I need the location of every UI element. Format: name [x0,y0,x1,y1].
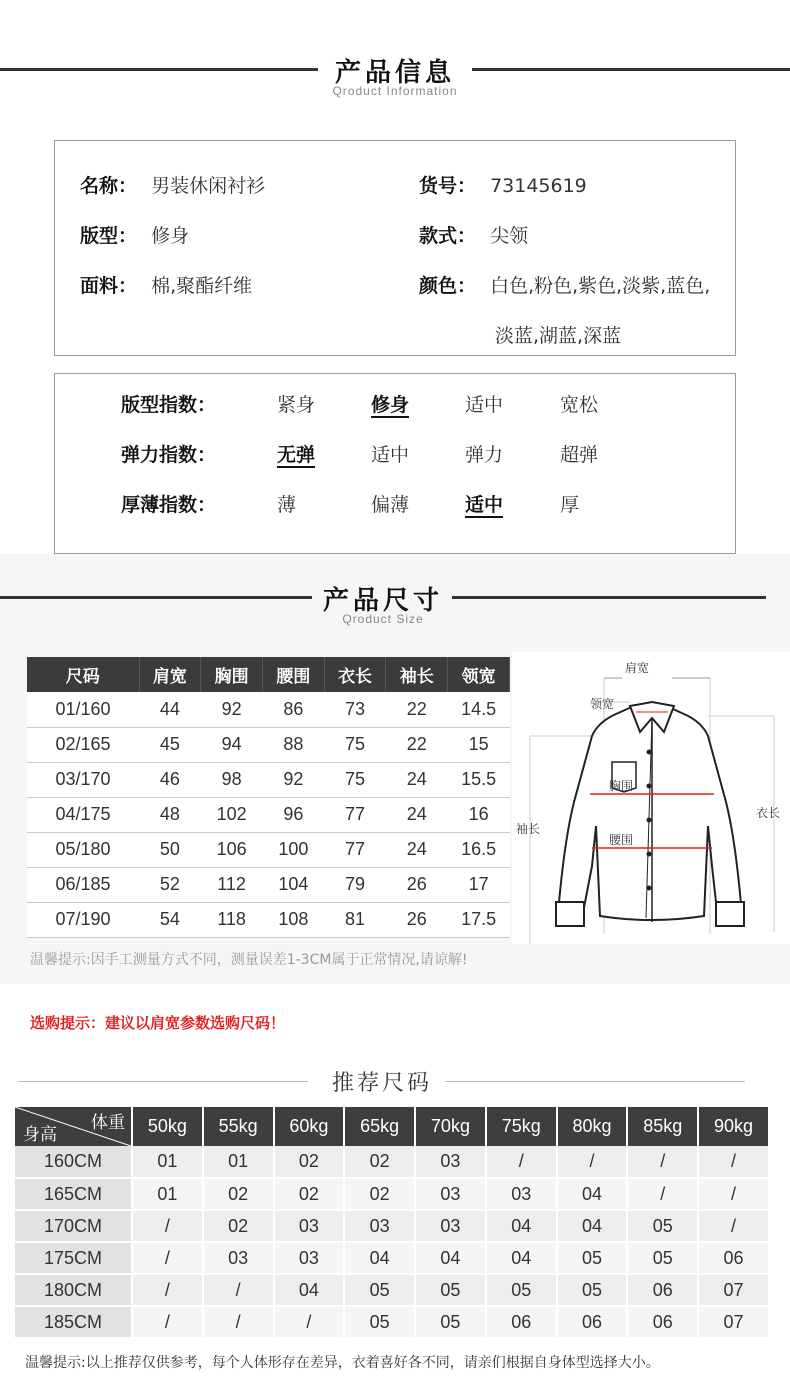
size-table-cell: 98 [201,762,263,797]
size-table-cell: 22 [386,727,448,762]
fit-option-4: 宽松 [560,394,599,416]
fit-key: 版型： [80,225,138,247]
size-table-cell: 118 [201,902,263,937]
rec-size-cell: 04 [415,1242,486,1274]
measurement-note: 温馨提示:因手工测量方式不同，测量误差1-3CM属于正常情况,请谅解! [30,952,468,968]
rec-size-cell: 05 [557,1242,628,1274]
size-col-header: 尺码 [27,657,139,692]
size-table-header-row [27,657,510,692]
size-table-cell: 54 [139,902,201,937]
recommend-table [15,1107,770,1339]
size-table-cell: 52 [139,867,201,902]
fit-index-label: 版型指数： [121,394,217,416]
thickness-option-3: 适中 [465,494,504,516]
size-table-row [27,902,510,937]
size-table-cell: 77 [324,797,386,832]
size-table-cell: 16.5 [448,832,510,867]
size-table-cell: 48 [139,797,201,832]
rec-height-cell: 180CM [15,1274,132,1306]
rec-size-cell: 03 [415,1146,486,1178]
size-table-cell: 17 [448,867,510,902]
fit-option-1: 紧身 [277,394,316,416]
stretch-option-2: 适中 [371,444,410,466]
rec-size-cell: / [698,1146,769,1178]
rec-table-body [15,1146,769,1338]
rec-size-cell: 06 [486,1306,557,1338]
fit-index-box [54,373,736,554]
rec-weight-header: 60kg [274,1107,345,1146]
size-col-header: 领宽 [448,657,510,692]
rec-table-row [15,1210,769,1242]
size-table-cell: 46 [139,762,201,797]
rec-height-cell: 185CM [15,1306,132,1338]
size-table-row [27,762,510,797]
rec-size-cell: / [557,1146,628,1178]
diagram-label-sleeve: 袖长 [516,822,541,836]
rec-size-cell: 02 [344,1178,415,1210]
size-table-cell: 88 [262,727,324,762]
fabric-key: 面料： [80,275,138,297]
size-col-header: 衣长 [324,657,386,692]
thickness-option-1: 薄 [277,494,297,516]
rec-size-cell: 01 [132,1178,203,1210]
thickness-option-2: 偏薄 [371,494,410,516]
rec-table-header-row [15,1107,769,1146]
style-key: 款式： [419,225,477,247]
rec-weight-header: 65kg [344,1107,415,1146]
size-table-cell: 75 [324,762,386,797]
rec-size-cell: / [627,1146,698,1178]
shirt-illustration [512,652,790,944]
rec-height-cell: 175CM [15,1242,132,1274]
rec-weight-header: 55kg [203,1107,274,1146]
stretch-option-4: 超弹 [560,444,599,466]
size-table-cell: 24 [386,762,448,797]
rec-section-header [0,1064,790,1100]
rec-size-cell: 04 [486,1210,557,1242]
rec-size-cell: 03 [274,1210,345,1242]
size-table-cell: 108 [262,902,324,937]
stretch-option-1: 无弹 [277,444,316,466]
size-table-cell: 01/160 [27,692,139,727]
size-col-header: 袖长 [386,657,448,692]
size-table-cell: 79 [324,867,386,902]
fit-value: 修身 [151,225,190,247]
size-section-header [0,578,790,628]
rec-height-cell: 170CM [15,1210,132,1242]
color-value-line2: 淡蓝,湖蓝,深蓝 [495,325,622,347]
rec-size-cell: 05 [557,1274,628,1306]
size-table-row [27,797,510,832]
thickness-index-label: 厚薄指数： [121,494,217,516]
size-col-header: 腰围 [262,657,324,692]
size-table-cell: 02/165 [27,727,139,762]
shirt-diagram [512,652,790,944]
size-table-cell: 81 [324,902,386,937]
size-table-cell: 75 [324,727,386,762]
rec-size-cell: 03 [274,1242,345,1274]
rec-corner-weight: 体重 [91,1113,125,1132]
rec-size-cell: / [203,1274,274,1306]
size-table-cell: 04/175 [27,797,139,832]
size-table-cell: 17.5 [448,902,510,937]
info-section-title: 产品信息 [334,58,455,88]
rec-size-cell: 03 [344,1210,415,1242]
size-table-cell: 24 [386,832,448,867]
style-value: 尖领 [490,225,529,247]
rec-size-cell: 01 [132,1146,203,1178]
info-section-header [0,50,790,100]
size-table-row [27,692,510,727]
size-col-header: 胸围 [201,657,263,692]
rec-size-cell: 03 [415,1178,486,1210]
size-table-cell: 22 [386,692,448,727]
size-table-cell: 112 [201,867,263,902]
size-table-cell: 15 [448,727,510,762]
rec-size-cell: 02 [344,1146,415,1178]
size-table-cell: 26 [386,867,448,902]
rec-size-cell: / [274,1306,345,1338]
rec-corner-cell [15,1107,132,1146]
rec-size-cell: 04 [274,1274,345,1306]
rec-size-cell: 04 [557,1178,628,1210]
size-table-row [27,832,510,867]
diagram-label-length: 衣长 [756,806,781,820]
diagram-label-waist: 腰围 [609,833,634,847]
rec-size-cell: / [132,1242,203,1274]
purchase-advice: 选购提示：建议以肩宽参数选购尺码！ [30,1014,286,1032]
rec-size-cell: / [486,1146,557,1178]
size-section-subtitle: Qroduct Size [342,612,424,626]
rec-size-cell: 05 [344,1306,415,1338]
fabric-value: 棉,聚酯纤维 [151,275,253,297]
fit-option-2: 修身 [371,394,410,416]
rec-size-cell: 03 [415,1210,486,1242]
size-table-cell: 44 [139,692,201,727]
size-table-cell: 24 [386,797,448,832]
size-table-cell: 104 [262,867,324,902]
rec-size-cell: 05 [627,1210,698,1242]
size-table-cell: 92 [201,692,263,727]
rec-size-cell: 02 [203,1178,274,1210]
rec-table-row [15,1146,769,1178]
size-table-cell: 77 [324,832,386,867]
product-info-box [54,140,736,356]
rec-size-cell: 05 [415,1274,486,1306]
size-table-cell: 100 [262,832,324,867]
rec-size-cell: 06 [627,1274,698,1306]
size-table-row [27,867,510,902]
rec-size-cell: 02 [203,1210,274,1242]
rec-size-cell: 07 [698,1306,769,1338]
diagram-label-shoulder: 肩宽 [625,661,650,675]
rec-weight-header: 90kg [698,1107,769,1146]
rec-size-cell: 07 [698,1274,769,1306]
rec-table-row [15,1178,769,1210]
rec-size-cell: 06 [557,1306,628,1338]
size-table-cell: 73 [324,692,386,727]
rec-size-cell: 05 [627,1242,698,1274]
size-table-cell: 50 [139,832,201,867]
rec-size-cell: / [627,1178,698,1210]
sku-value: 73145619 [490,175,587,197]
rec-size-cell: / [132,1210,203,1242]
rec-table-row [15,1306,769,1338]
size-table-cell: 86 [262,692,324,727]
size-table-cell: 05/180 [27,832,139,867]
rec-size-cell: 06 [627,1306,698,1338]
rec-section-title: 推荐尺码 [331,1071,432,1096]
size-table-cell: 14.5 [448,692,510,727]
rec-weight-header: 50kg [132,1107,203,1146]
name-key: 名称： [80,175,138,197]
sku-key: 货号： [419,175,477,197]
size-table-cell: 94 [201,727,263,762]
thickness-option-4: 厚 [560,494,580,516]
rec-table-row [15,1242,769,1274]
rec-size-cell: / [132,1274,203,1306]
rec-size-cell: 03 [486,1178,557,1210]
name-value: 男装休闲衬衫 [151,175,266,197]
size-table-cell: 16 [448,797,510,832]
size-table-cell: 102 [201,797,263,832]
rec-size-cell: / [132,1306,203,1338]
size-table-cell: 45 [139,727,201,762]
rec-weight-header: 85kg [627,1107,698,1146]
rec-size-cell: 03 [203,1242,274,1274]
rec-weight-header: 70kg [415,1107,486,1146]
color-key: 颜色： [419,275,477,297]
size-table-body [27,692,510,937]
info-section-subtitle: Qroduct Information [332,84,458,98]
rec-size-cell: 02 [274,1178,345,1210]
rec-weight-header: 75kg [486,1107,557,1146]
stretch-index-label: 弹力指数： [121,444,217,466]
size-table-row [27,727,510,762]
diagram-label-collar: 领宽 [590,697,615,711]
color-value-line1: 白色,粉色,紫色,淡紫,蓝色, [490,275,711,297]
rec-size-cell: 01 [203,1146,274,1178]
rec-size-cell: / [698,1178,769,1210]
size-col-header: 肩宽 [139,657,201,692]
rec-height-cell: 160CM [15,1146,132,1178]
rec-size-cell: 06 [698,1242,769,1274]
size-table-cell: 03/170 [27,762,139,797]
rec-size-cell: 04 [344,1242,415,1274]
rec-weight-header: 80kg [557,1107,628,1146]
size-section-title: 产品尺寸 [322,586,443,616]
recommend-note: 温馨提示:以上推荐仅供参考，每个人体形存在差异，衣着喜好各不同，请亲们根据自身体型选择大小。 [25,1355,660,1371]
size-table-cell: 07/190 [27,902,139,937]
size-table-cell: 92 [262,762,324,797]
rec-size-cell: 05 [415,1306,486,1338]
size-table [27,657,510,938]
size-table-cell: 06/185 [27,867,139,902]
rec-height-cell: 165CM [15,1178,132,1210]
diagram-label-chest: 胸围 [609,779,634,793]
rec-corner-height: 身高 [23,1125,57,1144]
size-table-cell: 15.5 [448,762,510,797]
rec-table-row [15,1274,769,1306]
rec-size-cell: 05 [344,1274,415,1306]
stretch-option-3: 弹力 [465,444,504,466]
rec-size-cell: / [203,1306,274,1338]
rec-size-cell: 05 [486,1274,557,1306]
rec-size-cell: 04 [486,1242,557,1274]
rec-size-cell: 02 [274,1146,345,1178]
size-table-cell: 96 [262,797,324,832]
size-table-cell: 106 [201,832,263,867]
fit-option-3: 适中 [465,394,504,416]
rec-size-cell: 04 [557,1210,628,1242]
size-table-cell: 26 [386,902,448,937]
rec-size-cell: / [698,1210,769,1242]
